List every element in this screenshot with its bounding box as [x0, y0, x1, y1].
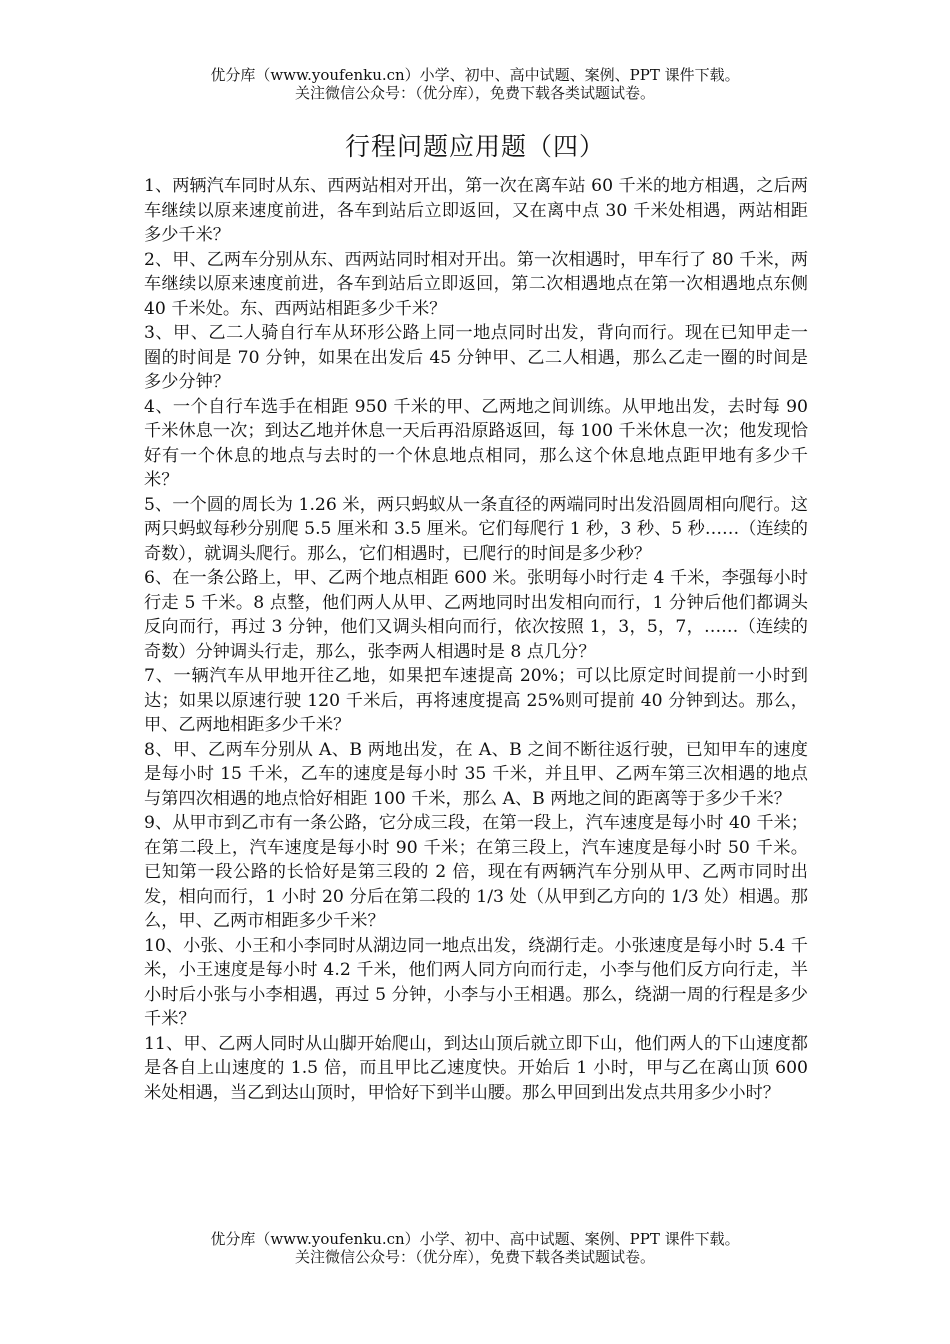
problem-9: 9、从甲市到乙市有一条公路，它分成三段，在第一段上，汽车速度是每小时 40 千米；在第二段上，汽车速度是每小时 90 千米；在第三段上，汽车速度是每小时 50 千米。已知第一段公路的长恰好是第三段的 2 倍，现在有两辆汽车分别从甲、乙两市同时出发，相向而行，1 小时 20 分后在第二段的 1/3 处（从甲到乙方向的 1/3 处）相遇。那么，甲、乙两市相距多少千米？ — [144, 813, 808, 931]
problem-8: 8、甲、乙两车分别从 A、B 两地出发，在 A、B 之间不断往返行驶，已知甲车的速度是每小时 15 千米，乙车的速度是每小时 35 千米，并且甲、乙两车第三次相遇的地点与第四次相遇的地点恰好相距 100 千米，那么 A、B 两地之间的距离等于多少千米？ — [144, 739, 808, 809]
page-header — [0, 66, 950, 102]
document-title: 行程问题应用题（四） — [344, 132, 605, 161]
problem-7: 7、一辆汽车从甲地开往乙地，如果把车速提高 20%；可以比原定时间提前一小时到达；如果以原速行驶 120 千米后，再将速度提高 25%则可提前 40 分钟到达。那么，甲、乙两地相距多少千米？ — [144, 666, 808, 735]
footer-line-2: 关注微信公众号：（优分库），免费下载各类试题试卷。 — [294, 1248, 655, 1266]
problem-10: 10、小张、小王和小李同时从湖边同一地点出发，绕湖行走。小张速度是每小时 5.4 千米，小王速度是每小时 4.2 千米，他们两人同方向而行走，小李与他们反方向行走，半小时后小张与小李相遇，再过 5 分钟，小李与小王相遇。那么，绕湖一周的行程是多少千米？ — [144, 935, 808, 1029]
problem-5: 5、一个圆的周长为 1.26 米，两只蚂蚁从一条直径的两端同时出发沿圆周相向爬行。这两只蚂蚁每秒分别爬 5.5 厘米和 3.5 厘米。它们每爬行 1 秒，3 秒、5 秒……（连续的奇数），就调头爬行。那么，它们相遇时，已爬行的时间是多少秒？ — [144, 494, 808, 564]
problem-3: 3、甲、乙二人骑自行车从环形公路上同一地点同时出发，背向而行。现在已知甲走一圈的时间是 70 分钟，如果在出发后 45 分钟甲、乙二人相遇，那么乙走一圈的时间是多少分钟？ — [144, 323, 808, 392]
problem-4: 4、一个自行车选手在相距 950 千米的甲、乙两地之间训练。从甲地出发，去时每 90 千米休息一次；到达乙地并休息一天后再沿原路返回，每 100 千米休息一次；他发现恰好有一个休息的地点与去时的一个休息地点相同，那么这个休息地点距甲地有多少千米？ — [144, 396, 808, 490]
problem-list — [144, 174, 808, 1105]
header-line-2: 关注微信公众号：（优分库），免费下载各类试题试卷。 — [294, 84, 655, 102]
problem-6: 6、在一条公路上，甲、乙两个地点相距 600 米。张明每小时行走 4 千米，李强每小时行走 5 千米。8 点整，他们两人从甲、乙两地同时出发相向而行，1 分钟后他们都调头反向而行，再过 3 分钟，他们又调头相向而行，依次按照 1，3，5，7，……（连续的奇数）分钟调头行走，那么，张李两人相遇时是 8 点几分？ — [144, 568, 808, 662]
header-line-1: 优分库（www.youfenku.cn）小学、初中、高中试题、案例、PPT 课件下载。 — [210, 66, 740, 84]
problem-1: 1、两辆汽车同时从东、西两站相对开出，第一次在离车站 60 千米的地方相遇，之后两车继续以原来速度前进，各车到站后立即返回，又在离中点 30 千米处相遇，两站相距多少千米？ — [144, 176, 808, 245]
page-footer — [0, 1230, 950, 1266]
problem-11: 11、甲、乙两人同时从山脚开始爬山，到达山顶后就立即下山，他们两人的下山速度都是各自上山速度的 1.5 倍，而且甲比乙速度快。开始后 1 小时，甲与乙在离山顶 600 米处相遇，当乙到达山顶时，甲恰好下到半山腰。那么甲回到出发点共用多少小时？ — [144, 1033, 808, 1103]
footer-line-1: 优分库（www.youfenku.cn）小学、初中、高中试题、案例、PPT 课件下载。 — [210, 1230, 740, 1248]
problem-2: 2、甲、乙两车分别从东、西两站同时相对开出。第一次相遇时，甲车行了 80 千米，两车继续以原来速度前进，各车到站后立即返回，第二次相遇地点在第一次相遇地点东侧 40 千米处。东、西两站相距多少千米？ — [144, 249, 808, 319]
